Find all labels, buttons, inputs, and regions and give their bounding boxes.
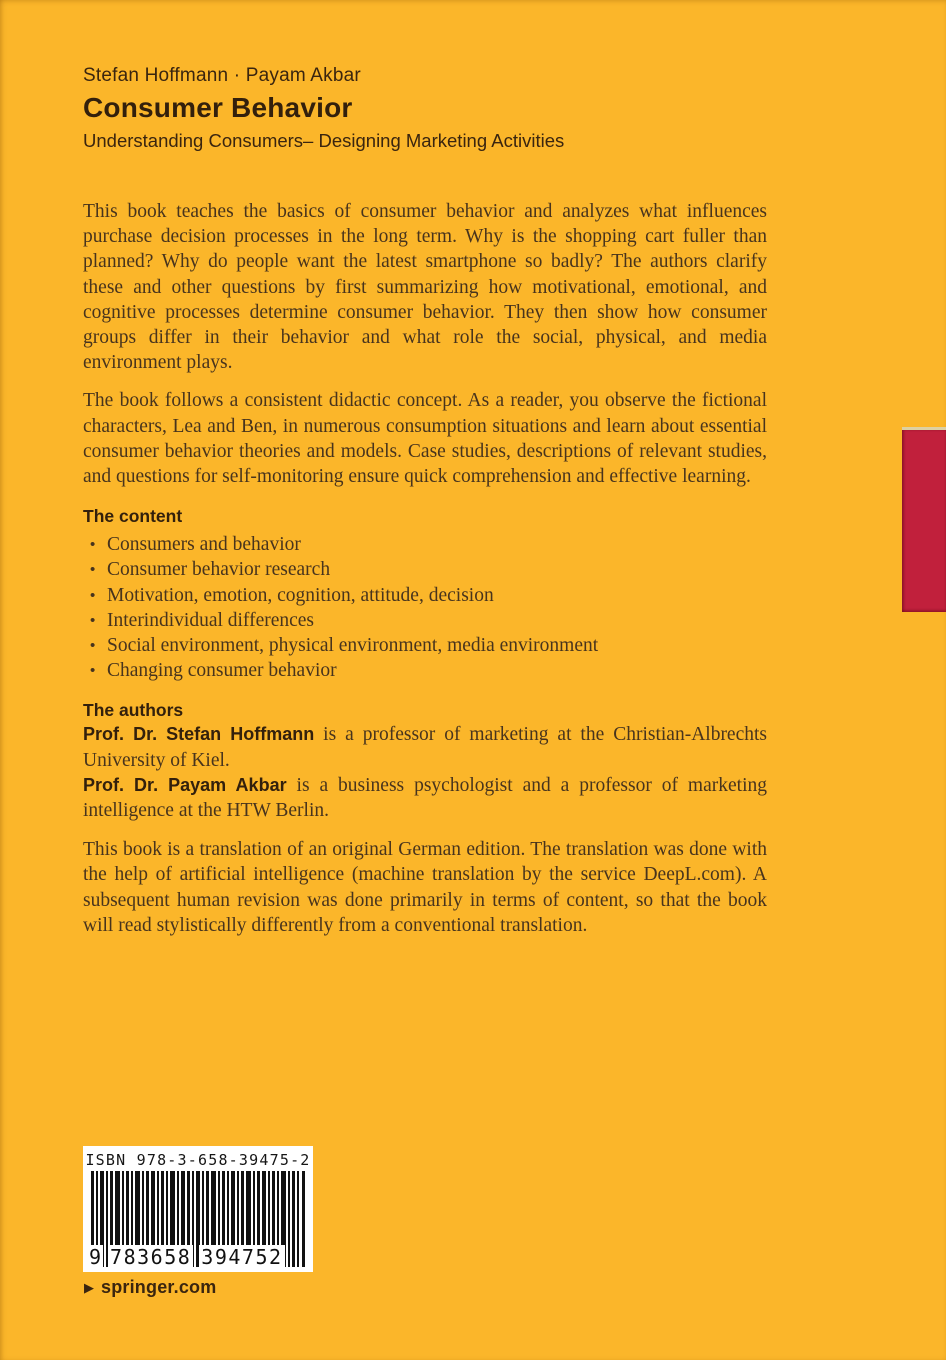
list-item	[83, 633, 767, 658]
arrow-icon: ▶	[84, 1279, 94, 1295]
list-item	[83, 658, 767, 683]
author-bios	[83, 722, 767, 823]
ean-barcode	[91, 1171, 305, 1267]
authors-line: Stefan Hoffmann · Payam Akbar	[83, 65, 361, 86]
barcode-digit-group: 394752	[201, 1245, 283, 1269]
list-item	[83, 557, 767, 582]
content-column	[83, 64, 767, 938]
bullet-icon: •	[90, 637, 96, 655]
barcode-digits	[87, 1245, 305, 1269]
book-title: Consumer Behavior	[83, 92, 353, 123]
bullet-icon: •	[90, 662, 96, 680]
isbn-label: ISBN 978-3-658-39475-2	[85, 1151, 311, 1169]
list-item-label: Changing consumer behavior	[107, 660, 337, 682]
translation-note: This book is a translation of an original German edition. The translation was done with the help of artificial intelligence (machine translation by the service DeepL.com). A subsequent human revision was done primarily in terms of content, so that the book will read stylistically differently from a conventional translation.	[83, 839, 767, 936]
barcode-digit-group: 9	[89, 1245, 102, 1269]
book-subtitle: Understanding Consumers– Designing Marketing Activities	[83, 130, 565, 151]
bullet-icon: •	[90, 611, 96, 629]
content-section-heading: The content	[83, 506, 183, 527]
barcode-digit-group: 783658	[110, 1245, 192, 1269]
author-2-name: Prof. Dr. Payam Akbar	[83, 774, 287, 795]
list-item-label: Social environment, physical environment, media environment	[107, 635, 599, 657]
bullet-icon: •	[90, 586, 96, 604]
list-item	[83, 608, 767, 633]
list-item-label: Motivation, emotion, cognition, attitude, decision	[107, 584, 494, 606]
bullet-icon: •	[90, 561, 96, 579]
publisher-line	[84, 1277, 216, 1298]
blurb-paragraph-2: The book follows a consistent didactic concept. As a reader, you observe the fictional characters, Lea and Ben, in numerous consumption situations and learn about essential consumer behavior theories and models. Case studies, descriptions of relevant studies, and questions for self-monitoring ensure quick comprehension and effective learning.	[83, 390, 767, 488]
list-item-label: Consumer behavior research	[107, 559, 331, 581]
author-1-name: Prof. Dr. Stefan Hoffmann	[83, 724, 315, 745]
list-item-label: Interindividual differences	[107, 609, 315, 631]
authors-section-heading: The authors	[83, 700, 184, 721]
blurb-paragraph-1: This book teaches the basics of consumer behavior and analyzes what influences purchase decision processes in the long term. Why is the shopping cart fuller than planned? Why do people want the latest smartphone so badly? The authors clarify these and other questions by first summarizing how motivational, emotional, and cognitive processes determine consumer behavior. They then show how consumer groups differ in their behavior and what role the social, physical, and media environment plays.	[83, 201, 767, 374]
list-item	[83, 583, 767, 608]
list-item	[83, 532, 767, 557]
bullet-icon: •	[90, 536, 96, 554]
isbn-barcode-box	[83, 1146, 313, 1272]
publisher-url: springer.com	[101, 1277, 217, 1297]
red-spine-tab	[902, 427, 946, 612]
author-1-bio: is a professor of marketing at the Christian-Albrechts University of Kiel.	[83, 724, 768, 771]
list-item-label: Consumers and behavior	[107, 534, 301, 556]
content-bullet-list	[83, 532, 767, 683]
author-2-bio: is a business psychologist and a professor of marketing intelligence at the HTW Berlin.	[83, 774, 767, 822]
